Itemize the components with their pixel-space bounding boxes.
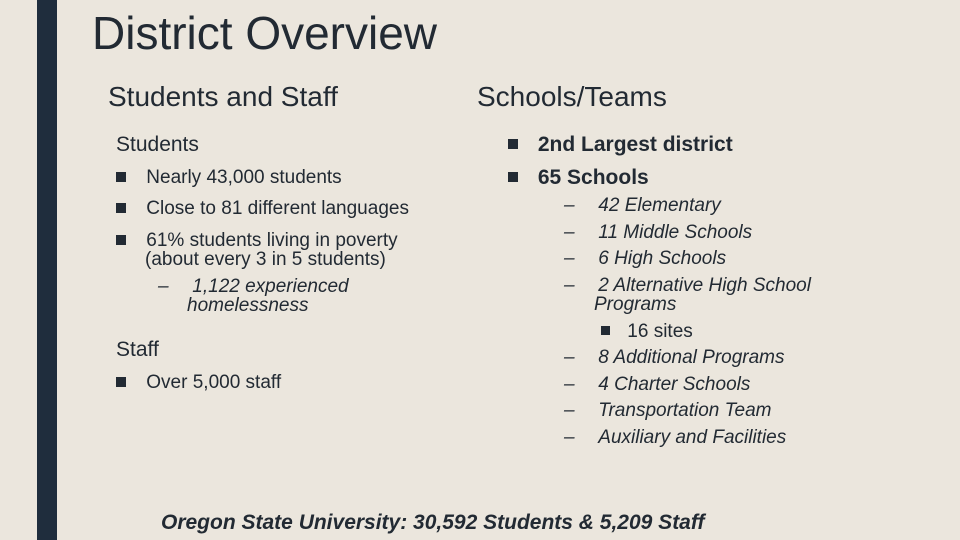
dash-glyph: – [564, 427, 575, 448]
sub-list-item-text: 8 Additional Programs [598, 347, 785, 368]
list-item [508, 132, 733, 158]
dash-glyph: – [564, 347, 575, 368]
list-item [116, 167, 342, 189]
list-item-continuation: (about every 3 in 5 students) [145, 249, 386, 270]
sub-list-item-text: Auxiliary and Facilities [598, 427, 787, 448]
dash-glyph: – [564, 400, 575, 421]
right-column-heading: Schools/Teams [477, 81, 667, 112]
sub-list-item-continuation: Programs [594, 294, 677, 315]
bullet-square-icon [601, 326, 610, 335]
sub-list-item [564, 248, 726, 270]
sub-list-item [564, 222, 752, 244]
dash-glyph: – [564, 275, 575, 296]
sub-list-item-text: 6 High Schools [598, 248, 727, 269]
sub-list-item-text: 42 Elementary [598, 195, 721, 216]
sub-sub-list-item-text: 16 sites [627, 321, 693, 342]
sub-list-item [564, 427, 786, 449]
sub-list-item-text: 11 Middle Schools [598, 222, 753, 243]
list-item-text: 65 Schools [537, 166, 649, 189]
bullet-square-icon [116, 203, 126, 213]
bullet-square-icon [116, 235, 126, 245]
sub-list-item [564, 400, 771, 422]
footer-note: Oregon State University: 30,592 Students & 5,209 Staff [161, 511, 705, 534]
staff-heading: Staff [116, 338, 159, 361]
list-item [116, 198, 409, 220]
students-heading: Students [116, 133, 199, 156]
list-item-text: 2nd Largest district [537, 133, 733, 156]
list-item-text: Over 5,000 staff [146, 372, 282, 393]
list-item [116, 372, 281, 394]
sub-list-item [564, 347, 785, 369]
left-column-heading: Students and Staff [108, 81, 338, 112]
sub-sub-list-item [601, 321, 693, 343]
dash-glyph: – [564, 195, 575, 216]
sub-list-item-text: 1,122 experienced [192, 276, 349, 297]
slide-title: District Overview [92, 7, 438, 59]
sub-list-item [564, 374, 750, 396]
list-item-text: Close to 81 different languages [146, 198, 409, 219]
list-item-text: 61% students living in poverty [146, 230, 398, 251]
bullet-square-icon [508, 139, 518, 149]
dash-glyph: – [158, 276, 169, 297]
bullet-square-icon [116, 377, 126, 387]
bullet-square-icon [116, 172, 126, 182]
side-accent-bar [37, 0, 57, 540]
dash-glyph: – [564, 222, 575, 243]
dash-glyph: – [564, 374, 575, 395]
bullet-square-icon [508, 172, 518, 182]
sub-list-item-text: 4 Charter Schools [598, 374, 751, 395]
sub-list-item-text: Transportation Team [598, 400, 772, 421]
list-item [508, 165, 649, 191]
sub-list-item [564, 195, 721, 217]
sub-list-item-continuation: homelessness [187, 295, 309, 316]
dash-glyph: – [564, 248, 575, 269]
list-item-text: Nearly 43,000 students [146, 167, 342, 188]
sub-list-item-text: 2 Alternative High School [598, 275, 811, 296]
